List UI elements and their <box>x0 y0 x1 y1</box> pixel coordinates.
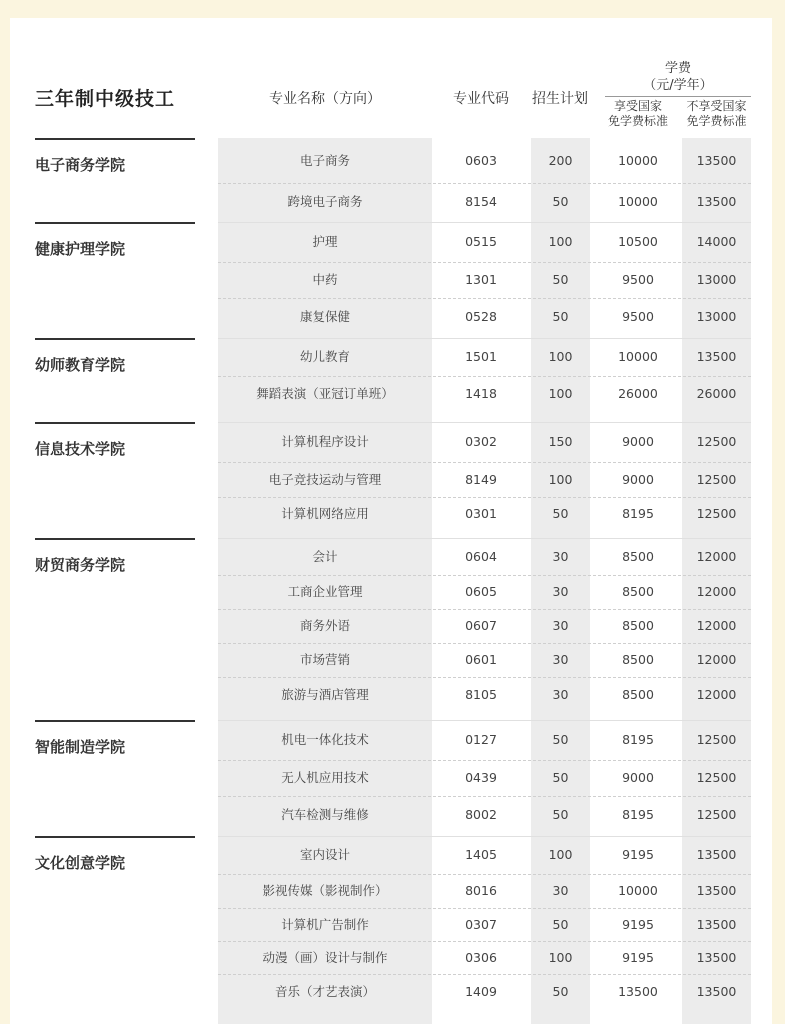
header-fee-title: 学费 <box>664 61 691 76</box>
major-plan-cell: 50 <box>552 770 569 785</box>
college-divider <box>35 720 195 722</box>
major-plan-cell: 200 <box>548 152 573 168</box>
major-fee-nofree-cell: 12000 <box>696 652 737 667</box>
major-fee-free-cell: 8500 <box>622 652 654 667</box>
major-fee-free-cell: 13500 <box>618 984 658 999</box>
major-fee-nofree-cell: 13500 <box>696 949 737 965</box>
major-fee-free-cell: 8195 <box>622 806 654 822</box>
major-name-cell: 计算机广告制作 <box>281 916 369 932</box>
college-divider <box>35 422 195 424</box>
major-name-cell: 无人机应用技术 <box>281 770 369 785</box>
major-code-cell: 1301 <box>465 272 497 287</box>
group-separator <box>218 720 751 721</box>
major-code-cell: 0439 <box>465 770 497 785</box>
major-code-cell: 0605 <box>465 584 497 599</box>
row-separator <box>218 760 751 761</box>
college-divider <box>35 338 195 340</box>
major-plan-cell: 30 <box>552 883 569 898</box>
major-fee-free-cell: 8500 <box>622 618 654 633</box>
major-name-cell: 电子竞技运动与管理 <box>268 471 382 487</box>
major-fee-nofree-cell: 14000 <box>696 234 737 249</box>
major-fee-free-cell: 9195 <box>622 847 654 862</box>
college-name: 智能制造学院 <box>35 738 126 756</box>
row-separator <box>218 974 751 975</box>
major-fee-nofree-cell: 13500 <box>696 152 737 168</box>
major-fee-nofree-cell: 13500 <box>696 883 737 898</box>
major-code-cell: 0301 <box>465 506 497 521</box>
major-plan-cell: 50 <box>552 984 569 999</box>
major-plan-cell: 50 <box>552 194 569 209</box>
major-code-cell: 8002 <box>465 806 497 822</box>
major-plan-cell: 50 <box>552 309 569 324</box>
major-code-cell: 0603 <box>465 152 497 168</box>
major-fee-nofree-cell: 12500 <box>696 471 737 487</box>
major-code-cell: 0604 <box>465 548 497 564</box>
group-separator <box>218 836 751 837</box>
major-fee-free-cell: 8500 <box>622 686 654 702</box>
major-name-cell: 汽车检测与维修 <box>281 806 369 822</box>
major-name-cell: 影视传媒（影视制作） <box>262 883 388 898</box>
major-fee-free-cell: 26000 <box>618 386 658 401</box>
major-fee-nofree-cell: 12000 <box>696 686 737 702</box>
major-code-cell: 1409 <box>465 984 497 999</box>
major-code-cell: 0515 <box>465 234 497 249</box>
major-fee-free-cell: 8195 <box>622 506 654 521</box>
major-name-cell: 会计 <box>312 548 338 564</box>
major-name-cell: 旅游与酒店管理 <box>281 686 369 702</box>
major-plan-cell: 100 <box>548 349 573 364</box>
major-name-cell: 商务外语 <box>299 618 350 633</box>
group-separator <box>218 338 751 339</box>
row-separator <box>218 262 751 263</box>
major-plan-cell: 100 <box>548 847 573 862</box>
major-fee-nofree-cell: 12000 <box>696 548 737 564</box>
college-name: 幼师教育学院 <box>35 356 126 374</box>
major-name-cell: 中药 <box>312 272 338 287</box>
major-code-cell: 1501 <box>465 349 497 364</box>
major-name-cell: 计算机网络应用 <box>281 506 369 521</box>
major-name-cell: 计算机程序设计 <box>281 434 369 449</box>
major-fee-nofree-cell: 13500 <box>696 847 737 862</box>
major-code-cell: 0306 <box>465 949 497 965</box>
row-separator <box>218 376 751 377</box>
row-separator <box>218 643 751 644</box>
major-fee-free-cell: 9500 <box>622 309 654 324</box>
header-fee-free-line2: 免学费标准 <box>607 114 668 128</box>
major-code-cell: 1405 <box>465 847 497 862</box>
major-plan-cell: 50 <box>552 916 569 932</box>
major-name-cell: 护理 <box>312 234 338 249</box>
major-fee-free-cell: 9000 <box>622 434 654 449</box>
college-divider <box>35 538 195 540</box>
row-separator <box>218 677 751 678</box>
header-fee-nofree-line2: 免学费标准 <box>686 114 747 128</box>
major-fee-nofree-cell: 13500 <box>696 916 737 932</box>
row-separator <box>218 462 751 463</box>
college-name: 信息技术学院 <box>35 440 126 458</box>
major-plan-cell: 50 <box>552 506 569 521</box>
major-fee-free-cell: 9195 <box>622 949 654 965</box>
major-plan-cell: 30 <box>552 652 569 667</box>
major-code-cell: 8149 <box>465 471 497 487</box>
college-divider <box>35 222 195 224</box>
header-major-code: 专业代码 <box>453 91 509 107</box>
major-fee-free-cell: 9000 <box>622 770 654 785</box>
major-fee-free-cell: 10000 <box>618 152 658 168</box>
major-fee-nofree-cell: 12500 <box>696 770 737 785</box>
major-fee-free-cell: 10000 <box>618 883 658 898</box>
major-plan-cell: 30 <box>552 548 569 564</box>
major-fee-nofree-cell: 13000 <box>696 272 737 287</box>
major-fee-free-cell: 8195 <box>622 732 654 747</box>
major-plan-cell: 50 <box>552 732 569 747</box>
group-separator <box>218 422 751 423</box>
row-separator <box>218 908 751 909</box>
major-plan-cell: 30 <box>552 618 569 633</box>
major-name-cell: 康复保健 <box>299 309 350 324</box>
major-code-cell: 0601 <box>465 652 497 667</box>
major-code-cell: 0307 <box>465 916 497 932</box>
major-name-cell: 市场营销 <box>299 652 350 667</box>
major-name-cell: 室内设计 <box>299 847 350 862</box>
major-code-cell: 1418 <box>465 386 497 401</box>
major-code-cell: 0127 <box>465 732 497 747</box>
major-plan-cell: 30 <box>552 584 569 599</box>
college-divider <box>35 836 195 838</box>
header-fee-free <box>598 99 678 129</box>
major-fee-nofree-cell: 13500 <box>696 349 737 364</box>
header-enroll-plan: 招生计划 <box>532 91 588 107</box>
major-fee-free-cell: 9195 <box>622 916 654 932</box>
college-name: 文化创意学院 <box>35 854 126 872</box>
major-fee-nofree-cell: 12000 <box>696 584 737 599</box>
college-divider <box>35 138 195 140</box>
header-fee-unit: （元/学年） <box>643 78 713 93</box>
major-plan-cell: 100 <box>548 386 573 401</box>
major-name-cell: 机电一体化技术 <box>281 732 369 747</box>
table-title: 三年制中级技工 <box>35 88 176 110</box>
major-fee-nofree-cell: 13500 <box>696 984 737 999</box>
major-fee-free-cell: 8500 <box>622 548 654 564</box>
header-major-name: 专业名称（方向） <box>269 91 381 107</box>
major-fee-nofree-cell: 12000 <box>696 618 737 633</box>
row-separator <box>218 575 751 576</box>
row-separator <box>218 796 751 797</box>
major-plan-cell: 100 <box>548 949 573 965</box>
major-fee-free-cell: 9500 <box>622 272 654 287</box>
major-name-cell: 工商企业管理 <box>287 584 363 599</box>
header-fee-free-line1: 享受国家 <box>613 99 662 113</box>
header-fee-divider <box>605 96 751 97</box>
row-separator <box>218 298 751 299</box>
college-name: 电子商务学院 <box>35 156 126 174</box>
header-fee <box>605 60 751 94</box>
major-fee-free-cell: 10000 <box>618 194 658 209</box>
group-separator <box>218 222 751 223</box>
header-fee-nofree <box>682 99 751 129</box>
row-separator <box>218 874 751 875</box>
major-plan-cell: 50 <box>552 272 569 287</box>
major-fee-nofree-cell: 13500 <box>696 194 737 209</box>
row-separator <box>218 941 751 942</box>
major-plan-cell: 50 <box>552 806 569 822</box>
major-name-cell: 跨境电子商务 <box>287 194 363 209</box>
major-plan-cell: 150 <box>548 434 573 449</box>
major-plan-cell: 100 <box>548 234 573 249</box>
row-separator <box>218 183 751 184</box>
major-fee-free-cell: 8500 <box>622 584 654 599</box>
major-name-cell: 幼儿教育 <box>299 349 350 364</box>
major-fee-nofree-cell: 26000 <box>696 386 737 401</box>
major-code-cell: 8016 <box>465 883 497 898</box>
row-separator <box>218 609 751 610</box>
major-name-cell: 舞蹈表演（亚冠订单班） <box>256 386 394 401</box>
major-fee-nofree-cell: 13000 <box>696 309 737 324</box>
major-plan-cell: 100 <box>548 471 573 487</box>
major-fee-free-cell: 10500 <box>618 234 658 249</box>
major-fee-free-cell: 9000 <box>622 471 654 487</box>
major-fee-nofree-cell: 12500 <box>696 506 737 521</box>
college-name: 健康护理学院 <box>35 240 126 258</box>
major-code-cell: 8154 <box>465 194 497 209</box>
major-code-cell: 8105 <box>465 686 497 702</box>
major-fee-free-cell: 10000 <box>618 349 658 364</box>
group-separator <box>218 538 751 539</box>
major-plan-cell: 30 <box>552 686 569 702</box>
college-name: 财贸商务学院 <box>35 556 126 574</box>
header-fee-nofree-line1: 不享受国家 <box>686 99 747 113</box>
major-name-cell: 电子商务 <box>299 152 350 168</box>
major-name-cell: 音乐（才艺表演） <box>274 984 375 999</box>
major-fee-nofree-cell: 12500 <box>696 732 737 747</box>
major-name-cell: 动漫（画）设计与制作 <box>262 949 388 965</box>
major-code-cell: 0302 <box>465 434 497 449</box>
major-fee-nofree-cell: 12500 <box>696 434 737 449</box>
major-code-cell: 0607 <box>465 618 497 633</box>
row-separator <box>218 497 751 498</box>
major-code-cell: 0528 <box>465 309 497 324</box>
major-fee-nofree-cell: 12500 <box>696 806 737 822</box>
